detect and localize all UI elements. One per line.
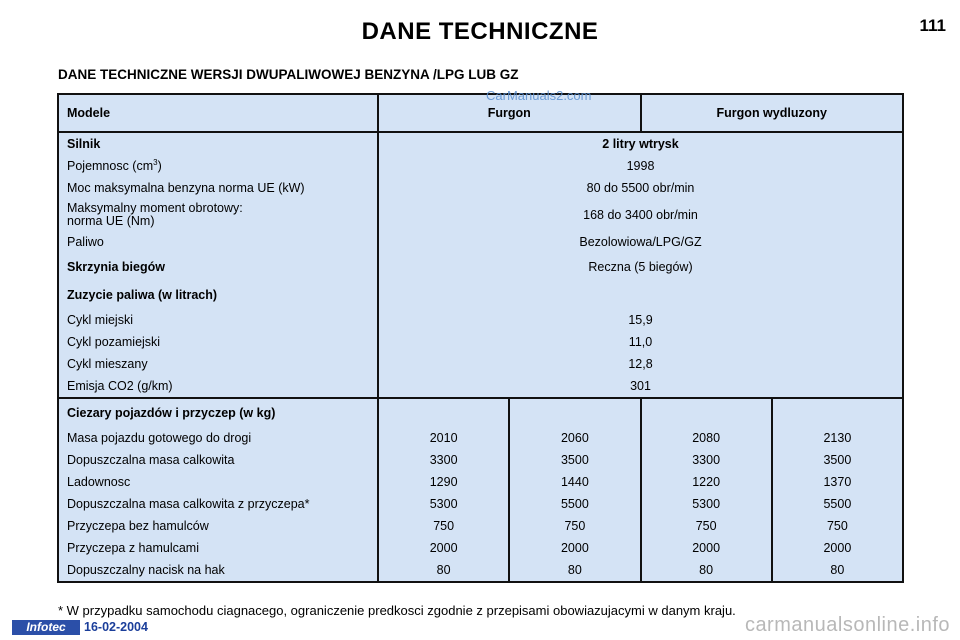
row-value: 80 do 5500 obr/min (378, 177, 903, 199)
watermark-top: CarManuals2.com (486, 88, 592, 103)
row-label: Paliwo (67, 234, 104, 249)
cell: 1370 (772, 471, 903, 493)
header-models: Modele (58, 94, 378, 132)
table-row (58, 177, 903, 199)
table-row (58, 253, 903, 281)
cell: 1440 (509, 471, 640, 493)
cell: 5500 (509, 493, 640, 515)
table-row (58, 353, 903, 375)
row-label: Dopuszczalna masa calkowita z przyczepa* (67, 496, 310, 511)
cell: 5500 (772, 493, 903, 515)
row-value: 1998 (378, 155, 903, 177)
cell: 2010 (378, 427, 509, 449)
row-value: 168 do 3400 obr/min (378, 199, 903, 231)
header-furgon: Furgon (378, 94, 641, 132)
cell: 750 (509, 515, 640, 537)
header-furgon-wydluzony: Furgon wydluzony (641, 94, 904, 132)
row-label: Przyczepa z hamulcami (67, 540, 199, 555)
cell: 5300 (641, 493, 772, 515)
cell: 2000 (641, 537, 772, 559)
weights-heading: Ciezary pojazdów i przyczep (w kg) (67, 405, 276, 420)
technical-data-table (57, 93, 904, 583)
cell: 3500 (772, 449, 903, 471)
footnote: * W przypadku samochodu ciagnacego, ograniczenie predkosci zgodnie z przepisami obowiazujacymi w danym kraju. (58, 603, 736, 618)
row-value: Bezolowiowa/LPG/GZ (378, 231, 903, 253)
table-header-row (58, 94, 903, 132)
table-row (58, 281, 903, 309)
table-row (58, 559, 903, 582)
row-label: Dopuszczalna masa calkowita (67, 452, 235, 467)
table-row (58, 449, 903, 471)
row-label: Cykl mieszany (67, 356, 148, 371)
table-row (58, 331, 903, 353)
cell: 80 (772, 559, 903, 582)
row-value: 11,0 (378, 331, 903, 353)
cell: 750 (772, 515, 903, 537)
row-value: 15,9 (378, 309, 903, 331)
row-label: Dopuszczalny nacisk na hak (67, 562, 225, 577)
row-label: Cykl miejski (67, 312, 133, 327)
page-title: DANE TECHNICZNE (361, 18, 599, 45)
row-value: 2 litry wtrysk (378, 132, 903, 155)
cell: 750 (378, 515, 509, 537)
infotec-logo: Infotec (12, 620, 80, 635)
cell: 80 (641, 559, 772, 582)
row-value: Reczna (5 biegów) (378, 253, 903, 281)
row-label: Maksymalny moment obrotowy: norma UE (Nm) (67, 201, 243, 228)
row-value: 12,8 (378, 353, 903, 375)
table-row (58, 199, 903, 231)
cell: 2000 (378, 537, 509, 559)
cell: 1220 (641, 471, 772, 493)
cell: 2060 (509, 427, 640, 449)
table-row (58, 231, 903, 253)
table-row (58, 398, 903, 427)
row-label: Silnik (67, 136, 101, 151)
row-value: 301 (378, 375, 903, 398)
cell: 80 (378, 559, 509, 582)
cell: 2130 (772, 427, 903, 449)
page-number: 111 (919, 16, 946, 35)
table-row (58, 375, 903, 398)
cell: 3300 (641, 449, 772, 471)
row-label: Masa pojazdu gotowego do drogi (67, 430, 252, 445)
cell: 2000 (772, 537, 903, 559)
cell: 750 (641, 515, 772, 537)
table-row (58, 471, 903, 493)
row-label: Cykl pozamiejski (67, 334, 161, 349)
cell: 3500 (509, 449, 640, 471)
table-row (58, 155, 903, 177)
cell: 3300 (378, 449, 509, 471)
section-title: DANE TECHNICZNE WERSJI DWUPALIWOWEJ BENZYNA /LPG LUB GZ (58, 67, 519, 82)
row-label: Ladownosc (67, 474, 131, 489)
consumption-heading: Zuzycie paliwa (w litrach) (67, 287, 218, 302)
footer-date: 16-02-2004 (84, 620, 148, 634)
row-label: Przyczepa bez hamulców (67, 518, 209, 533)
table-row (58, 132, 903, 155)
table-row (58, 309, 903, 331)
table-row (58, 537, 903, 559)
cell: 1290 (378, 471, 509, 493)
table-row (58, 493, 903, 515)
row-value-empty (378, 281, 903, 309)
row-label: Pojemnosc $(cm^3)$ (67, 157, 162, 173)
row-label: Moc maksymalna benzyna norma UE (kW) (67, 180, 305, 195)
cell: 5300 (378, 493, 509, 515)
table-row (58, 515, 903, 537)
watermark-bottom: carmanualsonline.info (744, 614, 950, 636)
row-label: Skrzynia biegów (67, 259, 165, 274)
cell: 2000 (509, 537, 640, 559)
cell: 80 (509, 559, 640, 582)
cell: 2080 (641, 427, 772, 449)
table-row (58, 427, 903, 449)
row-label: Emisja CO2 (g/km) (58, 375, 378, 398)
